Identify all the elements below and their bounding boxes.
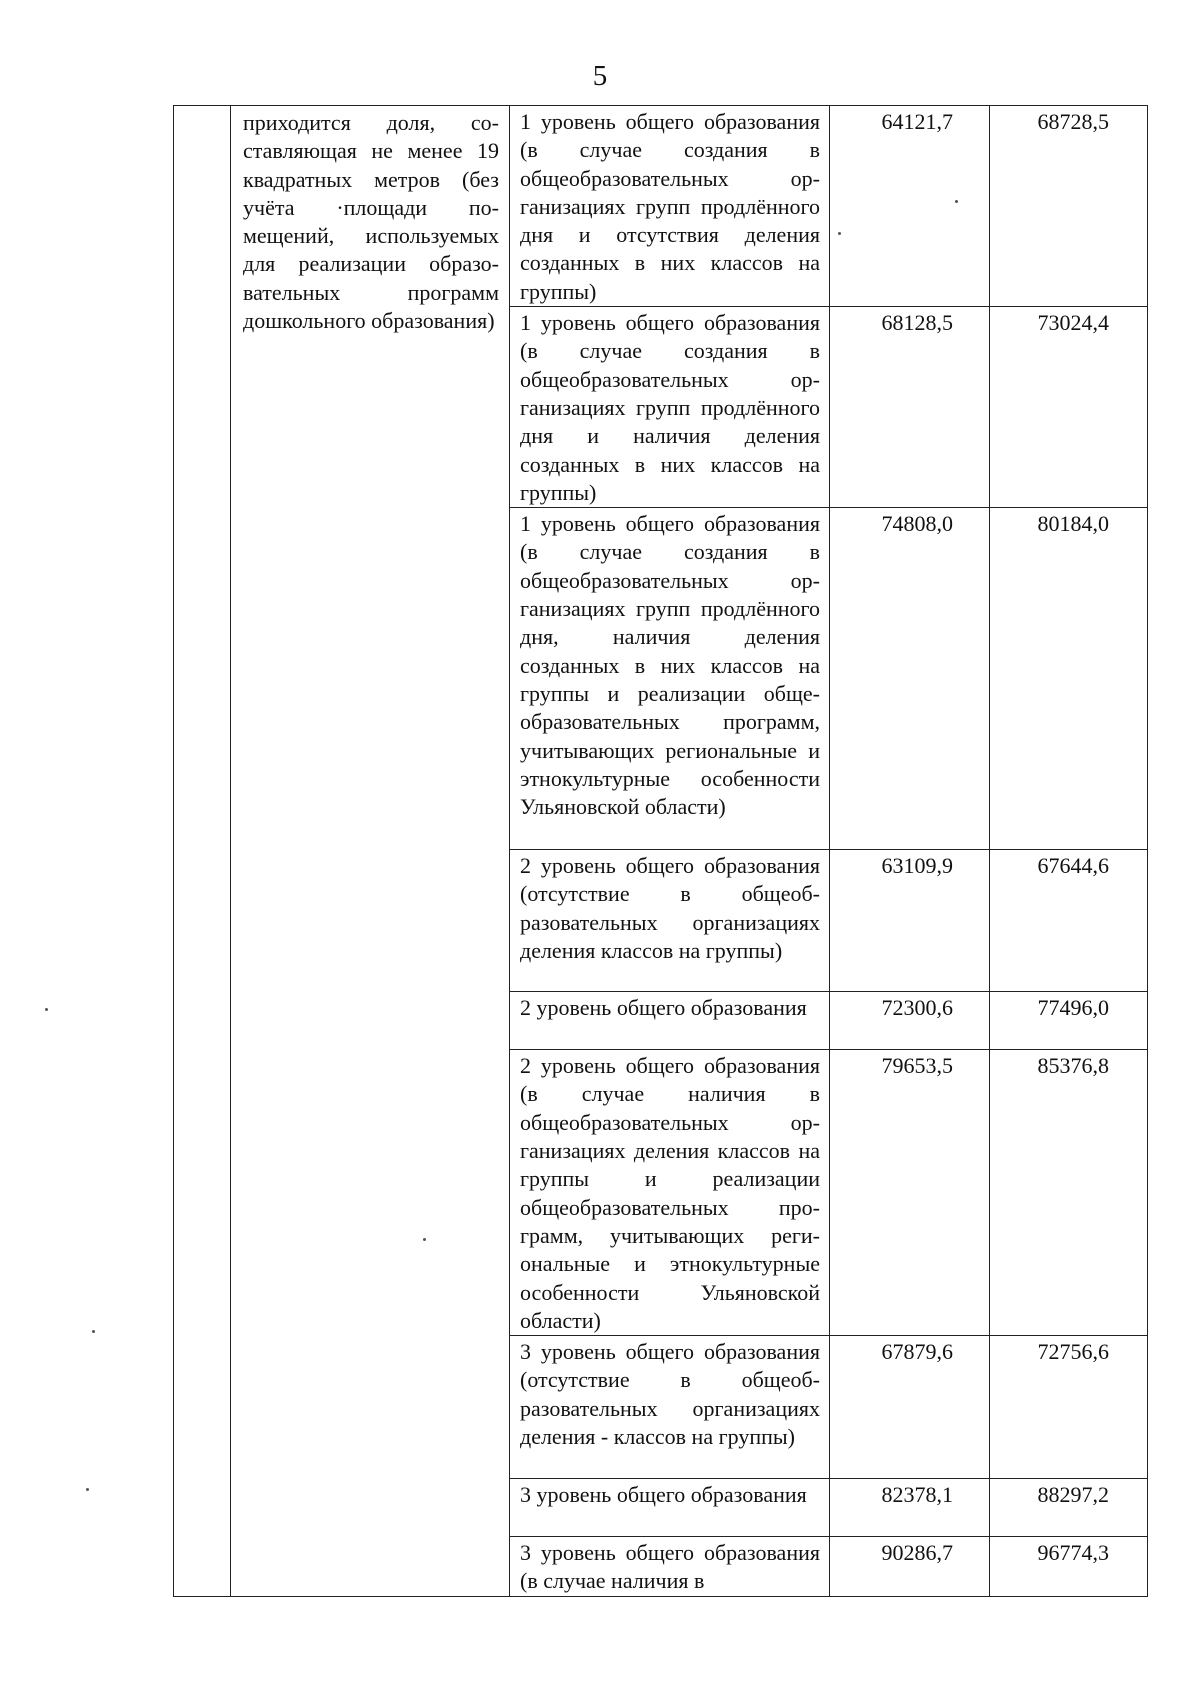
level-text: 3 уровень общего образования (отсутствие в общеобразовательных организациях деления - классов на группы) <box>520 1339 820 1450</box>
value2-text: 73024,4 <box>1037 310 1109 336</box>
value1-text: 82378,1 <box>881 1482 953 1508</box>
level-cell <box>510 1336 830 1479</box>
value2-cell <box>990 1336 1148 1479</box>
level-cell <box>510 1479 830 1537</box>
value1-cell <box>830 1336 990 1479</box>
value2-cell <box>990 850 1148 992</box>
value2-cell <box>990 1537 1148 1597</box>
value2-text: 77496,0 <box>1037 995 1109 1021</box>
level-text: 2 уровень общего образования (отсутствие в общеобразовательных организациях деления классов на группы) <box>520 853 820 964</box>
level-text: 3 уровень общего образования <box>520 1482 807 1508</box>
value1-text: 63109,9 <box>881 853 953 879</box>
value1-cell <box>830 850 990 992</box>
value2-cell <box>990 992 1148 1050</box>
value2-text: 80184,0 <box>1037 511 1109 537</box>
level-cell <box>510 307 830 508</box>
scan-speck <box>838 232 841 235</box>
value1-text: 90286,7 <box>881 1540 953 1566</box>
value1-cell <box>830 992 990 1050</box>
level-cell <box>510 1537 830 1597</box>
value1-text: 74808,0 <box>881 511 953 537</box>
level-text: 3 уровень общего образования (в случае наличия в <box>520 1540 820 1594</box>
parameter-cell <box>231 106 510 1597</box>
scan-speck <box>423 1238 426 1241</box>
level-cell <box>510 850 830 992</box>
value2-text: 88297,2 <box>1037 1482 1109 1508</box>
level-cell <box>510 508 830 850</box>
value2-text: 96774,3 <box>1037 1540 1109 1566</box>
value1-text: 64121,7 <box>881 109 953 134</box>
value2-cell <box>990 1050 1148 1336</box>
level-text: 2 уровень общего образования (в случае наличия в общеобразовательных организациях деления классов на группы и реализации общеобразовательных программ, учитывающих региональные и этнокультурные особенности Ульяновской области) <box>520 1053 820 1333</box>
level-text: 1 уровень общего образования (в случае создания в общеобразовательных организациях групп продлённого дня и наличия деления созданных в них классов на группы) <box>520 310 820 505</box>
level-cell <box>510 1050 830 1336</box>
value2-text: 68728,5 <box>1037 109 1109 134</box>
value1-text: 79653,5 <box>881 1053 953 1079</box>
value1-cell <box>830 307 990 508</box>
value1-cell <box>830 106 990 307</box>
scan-speck <box>45 1008 48 1011</box>
value2-cell <box>990 508 1148 850</box>
parameter-text: приходится доля, составляющая не менее 19 квадратных метров (без учёта ·площади помещений, используемых для реализации образовательных программ дошкольного образования) <box>243 110 499 334</box>
value1-cell <box>830 1537 990 1597</box>
value1-text: 72300,6 <box>881 995 953 1021</box>
level-text: 1 уровень общего образования (в случае создания в общеобразовательных организациях групп продлённого дня и отсутствия деления созданных в них классов на группы) <box>520 109 820 304</box>
value1-cell <box>830 1050 990 1336</box>
value1-text: 67879,6 <box>881 1339 953 1365</box>
value2-cell <box>990 1479 1148 1537</box>
scan-speck <box>92 1330 95 1333</box>
value2-cell <box>990 106 1148 307</box>
value2-text: 72756,6 <box>1037 1339 1109 1365</box>
document-table <box>173 105 1148 1597</box>
level-cell <box>510 106 830 307</box>
value2-text: 67644,6 <box>1037 853 1109 879</box>
level-text: 1 уровень общего образования (в случае создания в общеобразовательных организациях групп продлённого дня, наличия деления созданных в них классов на группы и реализации общеобразовательных программ, учитывающих региональные и этнокультурные особенности Ульяновской области) <box>520 511 820 820</box>
value1-cell <box>830 508 990 850</box>
table-row <box>174 106 1148 307</box>
value1-cell <box>830 1479 990 1537</box>
level-text: 2 уровень общего образования <box>520 995 807 1021</box>
value2-text: 85376,8 <box>1037 1053 1109 1079</box>
scan-speck <box>86 1488 89 1491</box>
number-cell <box>174 106 231 1597</box>
scan-speck <box>955 200 958 203</box>
page-number: 5 <box>592 60 608 92</box>
level-cell <box>510 992 830 1050</box>
value1-text: 68128,5 <box>881 310 953 336</box>
value2-cell <box>990 307 1148 508</box>
